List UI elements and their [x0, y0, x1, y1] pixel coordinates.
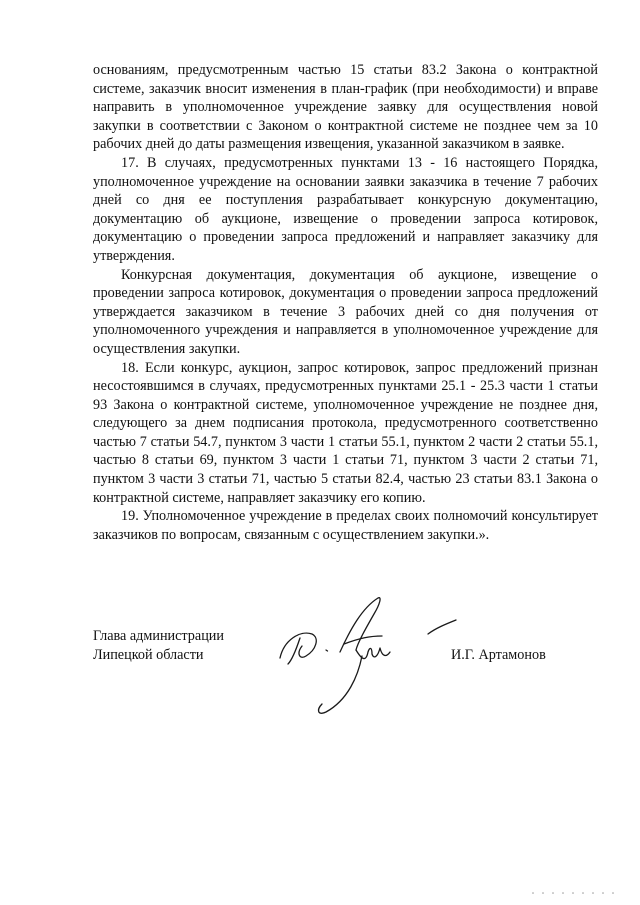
signatory-name: И.Г. Артамонов — [451, 647, 546, 663]
document-body — [93, 61, 598, 544]
paragraph-19: 19. Уполномоченное учреждение в пределах своих полномочий консультирует заказчиков по вопросам, связанным с осуществлением закупки.». — [93, 508, 598, 543]
signatory-title-line: Липецкой области — [93, 647, 204, 663]
page-edge-marks — [525, 888, 625, 898]
handwritten-signature — [270, 590, 460, 730]
paragraph-17-approval: Конкурсная документация, документация об аукционе, извещение о проведении запроса котировок, документация о проведении запроса предложений утверждается заказчиком в течение 3 рабочих дней со дня получения от уполномоченного учреждения и направляется в уполномоченное учреждение для осуществления закупки. — [93, 266, 598, 357]
paragraph-18: 18. Если конкурс, аукцион, запрос котировок, запрос предложений признан несостоявшимся в случаях, предусмотренных пунктами 25.1 - 25.3 части 1 статьи 93 Закона о контрактной системе, уполномоченное учреждение не позднее дня, следующего за днем подписания протокола, предусмотренного соответственно частью 7 статьи 54.7, пунктом 3 части 1 статьи 55.1, пунктом 2 части 2 статьи 55.1, частью 8 статьи 69, пунктом 3 части 1 статьи 71, пунктом 3 части 2 статьи 71, пунктом 3 части 3 статьи 71, частью 5 статьи 82.4, частью 23 статьи 83.1 Закона о контрактной системе, направляет заказчику его копию. — [93, 359, 598, 506]
signatory-title-line: Глава администрации — [93, 628, 224, 644]
signatory-title — [93, 627, 224, 665]
paragraph-continuation: основаниям, предусмотренным частью 15 статьи 83.2 Закона о контрактной системе, заказчик вносит изменения в план-график (при необходимости) и вправе направить в уполномоченное учреждение заявку для осуществления новой закупки в соответствии с Законом о контрактной системе не позднее чем за 10 рабочих дней до даты размещения извещения, указанной заказчиком в заявке. — [93, 62, 598, 153]
paragraph-17: 17. В случаях, предусмотренных пунктами 13 - 16 настоящего Порядка, уполномоченное учреждение на основании заявки заказчика в течение 7 рабочих дней со дня ее поступления разрабатывает конкурсную документацию, документацию об аукционе, извещение о проведении запроса котировок, документацию о проведении запроса предложений и направляет заказчику для утверждения. — [93, 154, 598, 264]
